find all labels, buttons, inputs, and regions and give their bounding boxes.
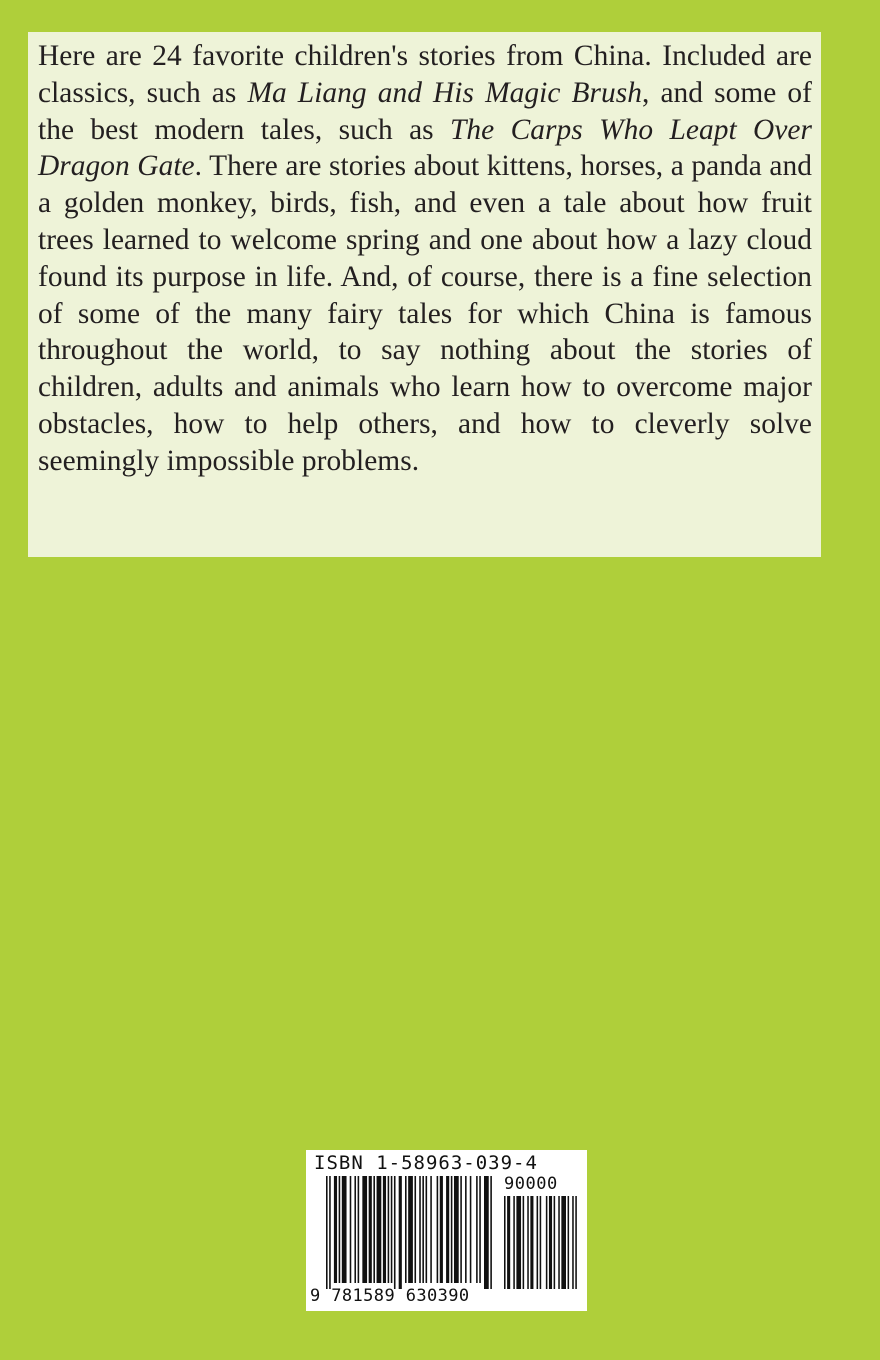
isbn-number: ISBN 1-58963-039-4 xyxy=(314,1152,538,1174)
barcode-bar xyxy=(373,1176,375,1283)
barcode-bar xyxy=(426,1176,428,1283)
barcode-bar xyxy=(414,1176,416,1283)
blurb-text-part-2: , and some of the best modern tales, such as xyxy=(38,76,812,146)
barcode-bar xyxy=(408,1176,413,1283)
barcode-bar xyxy=(479,1176,481,1283)
addon-barcode-bar xyxy=(516,1196,521,1289)
addon-barcode-bar xyxy=(546,1196,548,1289)
addon-barcode-bar xyxy=(540,1196,542,1289)
barcode-bar xyxy=(354,1176,356,1283)
barcode-bar xyxy=(383,1176,386,1283)
blurb-paragraph xyxy=(38,38,812,480)
addon-barcode-bar xyxy=(572,1196,574,1289)
barcode-bar xyxy=(490,1176,492,1289)
barcode-bar xyxy=(446,1176,449,1283)
barcode-bar xyxy=(394,1176,396,1289)
addon-barcode-bar xyxy=(513,1196,515,1289)
ean-barcode-bars xyxy=(326,1176,494,1289)
barcode-bar xyxy=(329,1176,331,1289)
addon-barcode-bar xyxy=(549,1196,552,1289)
addon-barcode-bar xyxy=(568,1196,570,1289)
barcode-bar xyxy=(454,1176,459,1283)
addon-barcode-bar xyxy=(523,1196,525,1289)
barcode-bar xyxy=(419,1176,421,1283)
barcode-bar xyxy=(440,1176,443,1283)
barcode-bar xyxy=(476,1176,478,1283)
blurb-text-part-3: . There are stories about kittens, horses, a panda and a golden monkey, birds, fish, and even a tale about how fruit trees learned to welcome spring and one about how a lazy cloud found its purpose in life. And, of course, there is a fine selection of some of the many fairy tales for which China is famous throughout the world, to say nothing about the stories of children, adults and animals who learn how to overcome major obstacles, how to help others, and how to cleverly solve seemingly impossible problems. xyxy=(38,150,812,477)
barcode-bar xyxy=(460,1176,462,1283)
addon-barcode-bar xyxy=(527,1196,529,1289)
barcode-bar xyxy=(465,1176,467,1283)
blurb-panel xyxy=(28,32,821,557)
barcode-bar xyxy=(326,1176,328,1289)
ean-digits: 9 781589 630390 xyxy=(310,1286,470,1306)
barcode-bar xyxy=(437,1176,439,1283)
barcode-bar xyxy=(350,1176,352,1283)
story-title-carps: The Carps Who Leapt Over Dragon Gate xyxy=(38,113,812,183)
addon-barcode-bar xyxy=(504,1196,506,1289)
blurb-text-part-1: Here are 24 favorite children's stories from China. Included are classics, such as xyxy=(38,40,812,109)
barcode-bar xyxy=(388,1176,390,1283)
barcode-label xyxy=(306,1150,587,1311)
barcode-bar xyxy=(422,1176,424,1283)
addon-barcode-bar xyxy=(554,1196,556,1289)
barcode-bar xyxy=(430,1176,432,1283)
price-code: 90000 xyxy=(504,1174,558,1194)
barcode-bar xyxy=(334,1176,337,1283)
addon-barcode-bar xyxy=(575,1196,577,1289)
addon-barcode-bar xyxy=(507,1196,510,1289)
barcode-bar xyxy=(362,1176,367,1283)
barcode-bar xyxy=(405,1176,407,1283)
barcode-bar xyxy=(451,1176,453,1283)
barcode-bar xyxy=(342,1176,347,1283)
addon-barcode-bar xyxy=(537,1196,539,1289)
barcode-bar xyxy=(399,1176,402,1289)
barcode-bar xyxy=(470,1176,472,1283)
story-title-ma-liang: Ma Liang and His Magic Brush xyxy=(247,76,642,109)
barcode-bar xyxy=(377,1176,382,1283)
addon-barcode-bar xyxy=(558,1196,560,1289)
barcode-bar xyxy=(339,1176,341,1283)
addon-barcode-bar xyxy=(530,1196,533,1289)
barcode-bar xyxy=(358,1176,360,1283)
barcode-bar xyxy=(369,1176,372,1283)
price-addon-barcode-bars xyxy=(504,1196,582,1289)
barcode-bar xyxy=(391,1176,393,1283)
barcode-bar xyxy=(484,1176,489,1289)
addon-barcode-bar xyxy=(561,1196,566,1289)
